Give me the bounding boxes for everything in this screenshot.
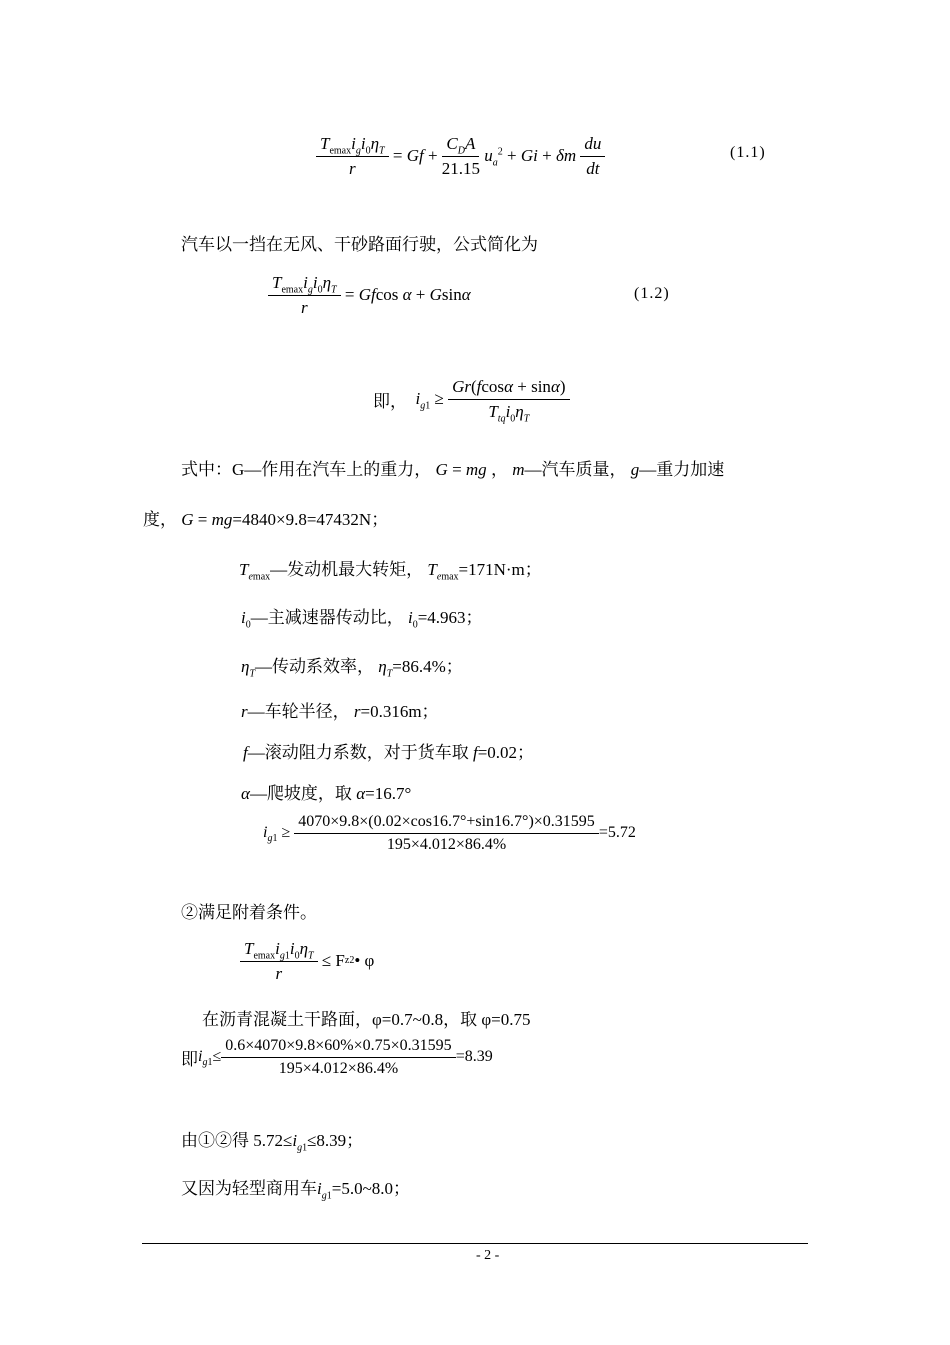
ji-label: 即， [373, 391, 407, 411]
equation-1-1: $\frac{T_{emax}i_gi_0\eta_T}{r}$ = Gf + $\frac{C_DA}{21.15}$ $u_a^2 + Gi + \delta m$ $\frac{du}{dt}$ [316, 128, 605, 184]
eq1-accel-fraction: $\frac{du}{dt}$ [580, 134, 605, 179]
def-eta: $\eta_T—$传动系效率， $\eta_T=86.4\%$； [241, 657, 463, 680]
where-line-2: 度， G = mg=4840×9.8=47432N； [143, 510, 389, 529]
ig1-fraction: $\frac{Gr(fcos\alpha + \sin\alpha)}{T_{tq}i_0\eta_T}$ [448, 377, 569, 422]
def-alpha: α—爬坡度，取 α=16.7° [241, 784, 412, 803]
page-number: - 2 - [476, 1248, 500, 1263]
calculation-2: 即 $i_{g1}\le$ $\frac{0.6\times 4070\times 9.8\times 60\%\times 0.75\times 0.31595}{195\times 4.012\times 86.4\%}$ =8.39 [181, 1036, 493, 1077]
calc2-fraction: $\frac{0.6\times 4070\times 9.8\times 60\%\times 0.75\times 0.31595}{195\times 4.012\times 86.4\%}$ [221, 1037, 455, 1078]
eq1-aero-fraction: $\frac{C_DA}{21.15}$ [441, 133, 481, 178]
range-line-1: 由①②得 $5.72\le i_{g1}\le 8.39$； [181, 1131, 364, 1154]
equation-1-2: $\frac{T_{emax}i_gi_0\eta_T}{r}$ = Gfcos α + Gsinα [268, 268, 471, 322]
footer-rule [142, 1243, 808, 1244]
range-line-2: 又因为轻型商用车$i_{g1}=5.0\sim 8.0$； [181, 1179, 411, 1202]
condition-2-heading: ②满足附着条件。 [181, 903, 317, 922]
calc1-fraction: $\frac{4070\times 9.8\times(0.02\times\cos 16.7^\circ+\sin 16.7^\circ)\times 0.31595}{195\times 4.012\times 86.4\%}$ [294, 813, 599, 854]
def-temax: $T_{emax}—$发动机最大转矩， $T_{emax}=171N\cdot m$； [239, 560, 542, 583]
eq2-lhs-fraction: $\frac{T_{emax}i_gi_0\eta_T}{r}$ [268, 273, 341, 318]
equation-1-2-number: (1.2) [634, 285, 670, 302]
paragraph-simplified: 汽车以一挡在无风、干砂路面行驶，公式简化为 [181, 235, 538, 254]
ig1-inequality: 即， $i_{g1}$ ≥ $\frac{Gr(fcos\alpha + \sin\alpha)}{T_{tq}i_0\eta_T}$ [373, 372, 570, 426]
def-r: r—车轮半径， r=0.316m； [241, 702, 439, 721]
where-line-1: 式中：G—作用在汽车上的重力， G = mg ， m—汽车质量， g—重力加速 [181, 460, 725, 479]
equation-1-1-number: (1.1) [730, 144, 766, 161]
eq1-lhs-fraction: $\frac{T_{emax}i_gi_0\eta_T}{r}$ [316, 134, 389, 179]
def-f: f—滚动阻力系数，对于货车取 f=0.02； [243, 743, 535, 762]
asphalt-line: 在沥青混凝土干路面，φ=0.7~0.8，取 φ=0.75 [202, 1010, 531, 1029]
adhesion-inequality: $\frac{T_{emax}i_{g1}i_0\eta_T}{r}$ ≤ F z2 • φ [240, 934, 374, 988]
def-i0: $i_0—$主减速器传动比， $i_0=4.963$； [241, 608, 483, 631]
adhesion-fraction: $\frac{T_{emax}i_{g1}i_0\eta_T}{r}$ [240, 939, 318, 984]
calculation-1: $i_{g1}$ ≥ $\frac{4070\times 9.8\times(0.02\times\cos 16.7^\circ+\sin 16.7^\circ)\times 0.31595}{195\times 4.012\times 86.4\%}$ =5.72 [263, 812, 636, 853]
